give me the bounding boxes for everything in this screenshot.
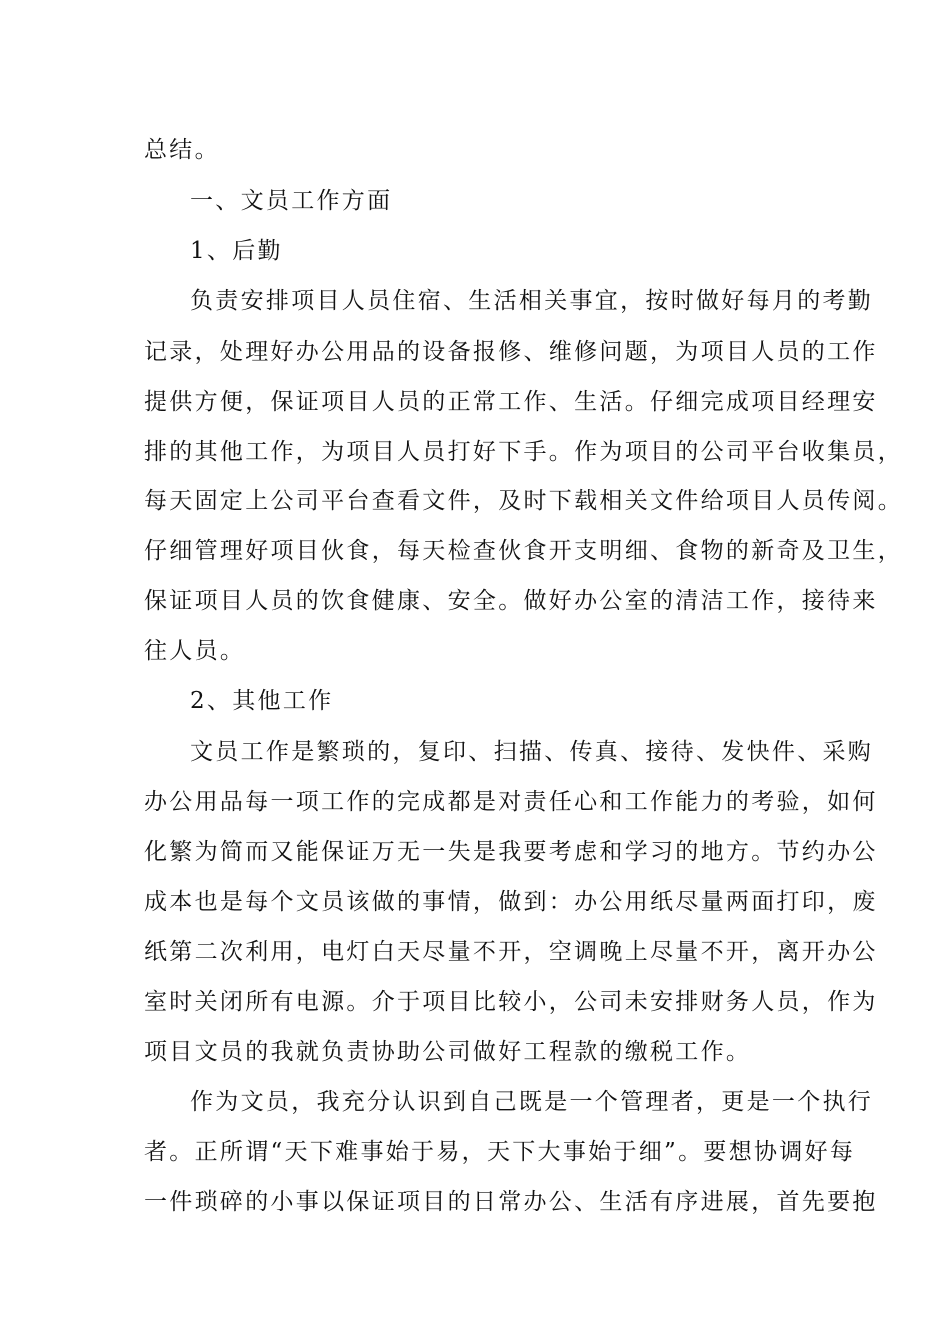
text-line: 化繁为简而又能保证万无一失是我要考虑和学习的地方。节约办公: [144, 839, 878, 865]
text-line: 者。正所谓“天下难事始于易，天下大事始于细”。要想协调好每: [144, 1139, 856, 1165]
text-line: 往人员。: [144, 638, 246, 664]
subsection-heading: 2、其他工作: [190, 688, 334, 714]
text-line: 一件琐碎的小事以保证项目的日常办公、生活有序进展，首先要抱: [144, 1189, 878, 1215]
text-line: 记录，处理好办公用品的设备报修、维修问题，为项目人员的工作: [144, 339, 878, 365]
text-line: 作为文员，我充分认识到自己既是一个管理者，更是一个执行: [190, 1089, 874, 1115]
text-line: 办公用品每一项工作的完成都是对责任心和工作能力的考验，如何: [144, 789, 878, 815]
subsection-heading: 1、后勤: [190, 238, 283, 264]
text-line: 室时关闭所有电源。介于项目比较小，公司未安排财务人员，作为: [144, 989, 878, 1015]
text-line: 仔细管理好项目伙食，每天检查伙食开支明细、食物的新奇及卫生，: [144, 538, 903, 564]
text-line: 文员工作是繁琐的，复印、扫描、传真、接待、发快件、采购: [190, 739, 874, 765]
text-line: 成本也是每个文员该做的事情，做到：办公用纸尽量两面打印，废: [144, 889, 878, 915]
text-line: 每天固定上公司平台查看文件，及时下载相关文件给项目人员传阅。: [144, 488, 903, 514]
text-line: 保证项目人员的饮食健康、安全。做好办公室的清洁工作，接待来: [144, 588, 878, 614]
text-line: 提供方便，保证项目人员的正常工作、生活。仔细完成项目经理安: [144, 389, 878, 415]
text-line: 负责安排项目人员住宿、生活相关事宜，按时做好每月的考勤: [190, 288, 874, 314]
text-line: 排的其他工作，为项目人员打好下手。作为项目的公司平台收集员，: [144, 439, 903, 465]
text-line: 总结。: [144, 137, 220, 163]
section-heading: 一、文员工作方面: [190, 188, 393, 214]
text-line: 纸第二次利用，电灯白天尽量不开，空调晚上尽量不开，离开办公: [144, 939, 878, 965]
text-line: 项目文员的我就负责协助公司做好工程款的缴税工作。: [144, 1039, 752, 1065]
